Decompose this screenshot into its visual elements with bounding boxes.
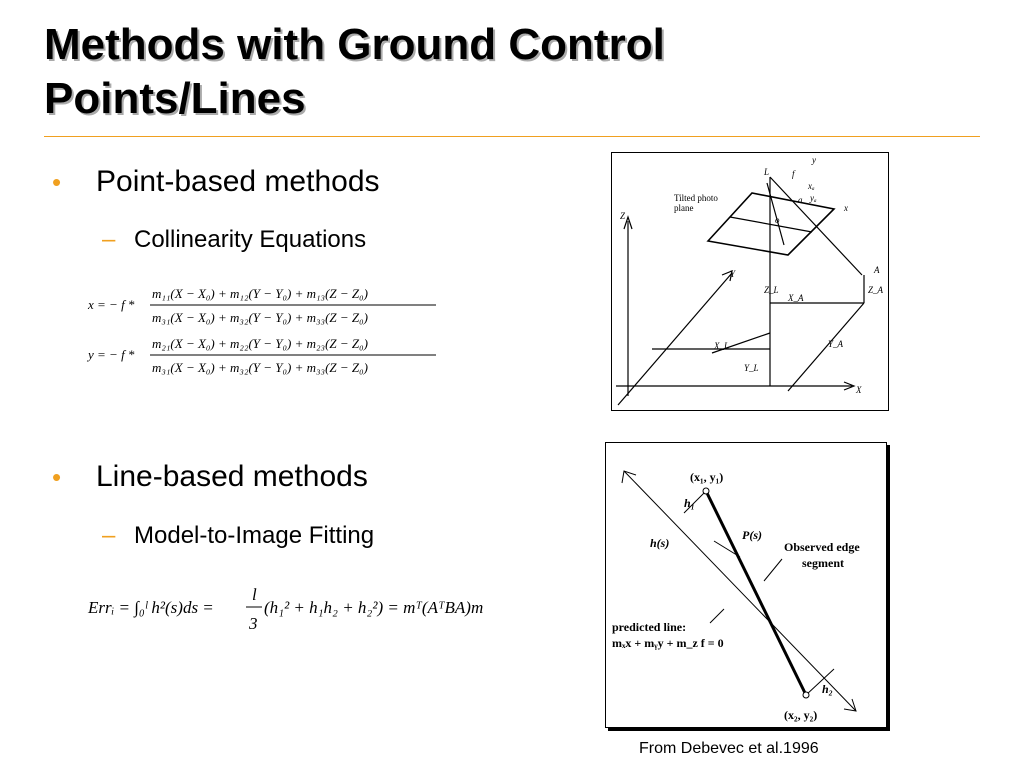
label-YA: Y_A [828, 339, 844, 349]
error-equation [86, 580, 526, 640]
err-rhs: (h₁² + h₁h₂ + h₂²) = mᵀ(AᵀBA)m [264, 598, 484, 617]
label-f: f [792, 169, 795, 179]
label-ZA: Z_A [868, 285, 884, 295]
eq-x-denominator: m₃₁(X − X₀) + m₃₂(Y − Y₀) + m₃₃(Z − Z₀) [152, 310, 368, 325]
err-lhs: Errᵢ = ∫₀ˡ h²(s)ds = [88, 598, 214, 617]
collinearity-equations [80, 280, 460, 385]
bullet-dot: • [52, 167, 62, 197]
label-Ps: P(s) [742, 528, 762, 542]
observed-pointer [764, 559, 782, 581]
label-plane: plane [674, 203, 694, 213]
line-fitting-diagram [606, 443, 886, 727]
bullet-text: Point-based methods [96, 165, 380, 198]
eq-y-lhs: y = − f * [88, 347, 135, 362]
slide-title-line-1: Methods with Ground Control [44, 20, 665, 69]
figure-tilted-photo [611, 152, 889, 411]
label-XL: X_L [714, 341, 730, 351]
observed-edge-segment [706, 491, 806, 695]
label-XA: X_A [788, 293, 804, 303]
label-A: A [874, 265, 880, 275]
label-ZL: Z_L [764, 285, 779, 295]
figure-line-fitting [605, 442, 887, 728]
tilted-photo-diagram [612, 153, 888, 410]
eq-y-denominator: m₃₁(X − X₀) + m₃₂(Y − Y₀) + m₃₃(Z − Z₀) [152, 360, 368, 375]
slide-title-line-2: Points/Lines [44, 74, 306, 123]
label-y-small: y [812, 155, 816, 165]
label-observed-1: Observed edge [784, 540, 860, 554]
label-predicted-2: mₓx + mᵧy + m_z f = 0 [612, 636, 724, 650]
label-xa: xₐ [808, 181, 815, 191]
endpoint-1-marker [703, 488, 709, 494]
axis-y-line [618, 273, 732, 405]
label-p1: (x₁, y₁) [690, 470, 724, 484]
title-divider [44, 136, 980, 137]
label-L: L [764, 167, 770, 177]
ground-ya [788, 303, 864, 391]
label-Y: Y [730, 269, 736, 279]
label-ya: yₐ [810, 193, 817, 203]
eq-y-numerator: m₂₁(X − X₀) + m₂₂(Y − Y₀) + m₂₃(Z − Z₀) [152, 336, 368, 351]
label-X: X [856, 385, 862, 395]
label-tilted: Tilted photo [674, 193, 718, 203]
label-p2: (x₂, y₂) [784, 708, 818, 722]
sub-bullet-text: Collinearity Equations [134, 226, 367, 253]
sub-bullet-text: Model-to-Image Fitting [134, 522, 375, 549]
label-h1: h₁ [684, 496, 695, 510]
predicted-pointer [710, 609, 724, 623]
figure-caption: From Debevec et al.1996 [639, 740, 819, 757]
err-frac-den: 3 [249, 614, 258, 633]
predicted-line [624, 471, 856, 711]
sub-bullet-dash: – [102, 226, 116, 253]
eq-x-numerator: m₁₁(X − X₀) + m₁₂(Y − Y₀) + m₁₃(Z − Z₀) [152, 286, 368, 301]
eq-x-lhs: x = − f * [88, 297, 135, 312]
label-YL: Y_L [744, 363, 759, 373]
label-x-small: x [844, 203, 848, 213]
label-o: o [775, 215, 780, 225]
label-observed-2: segment [802, 556, 844, 570]
bullet-dot: • [52, 462, 62, 492]
ray-to-A [770, 177, 862, 275]
endpoint-2-marker [803, 692, 809, 698]
bullet-text: Line-based methods [96, 460, 368, 493]
label-a: a [798, 195, 803, 205]
label-hs: h(s) [650, 536, 670, 550]
slide-title [44, 18, 944, 126]
label-Z: Z [620, 211, 626, 221]
plane-axis-x [730, 217, 812, 232]
label-predicted-1: predicted line: [612, 620, 687, 634]
sub-bullet-dash: – [102, 522, 116, 549]
label-h2: h₂ [822, 682, 833, 696]
err-frac-num: l [252, 585, 257, 604]
